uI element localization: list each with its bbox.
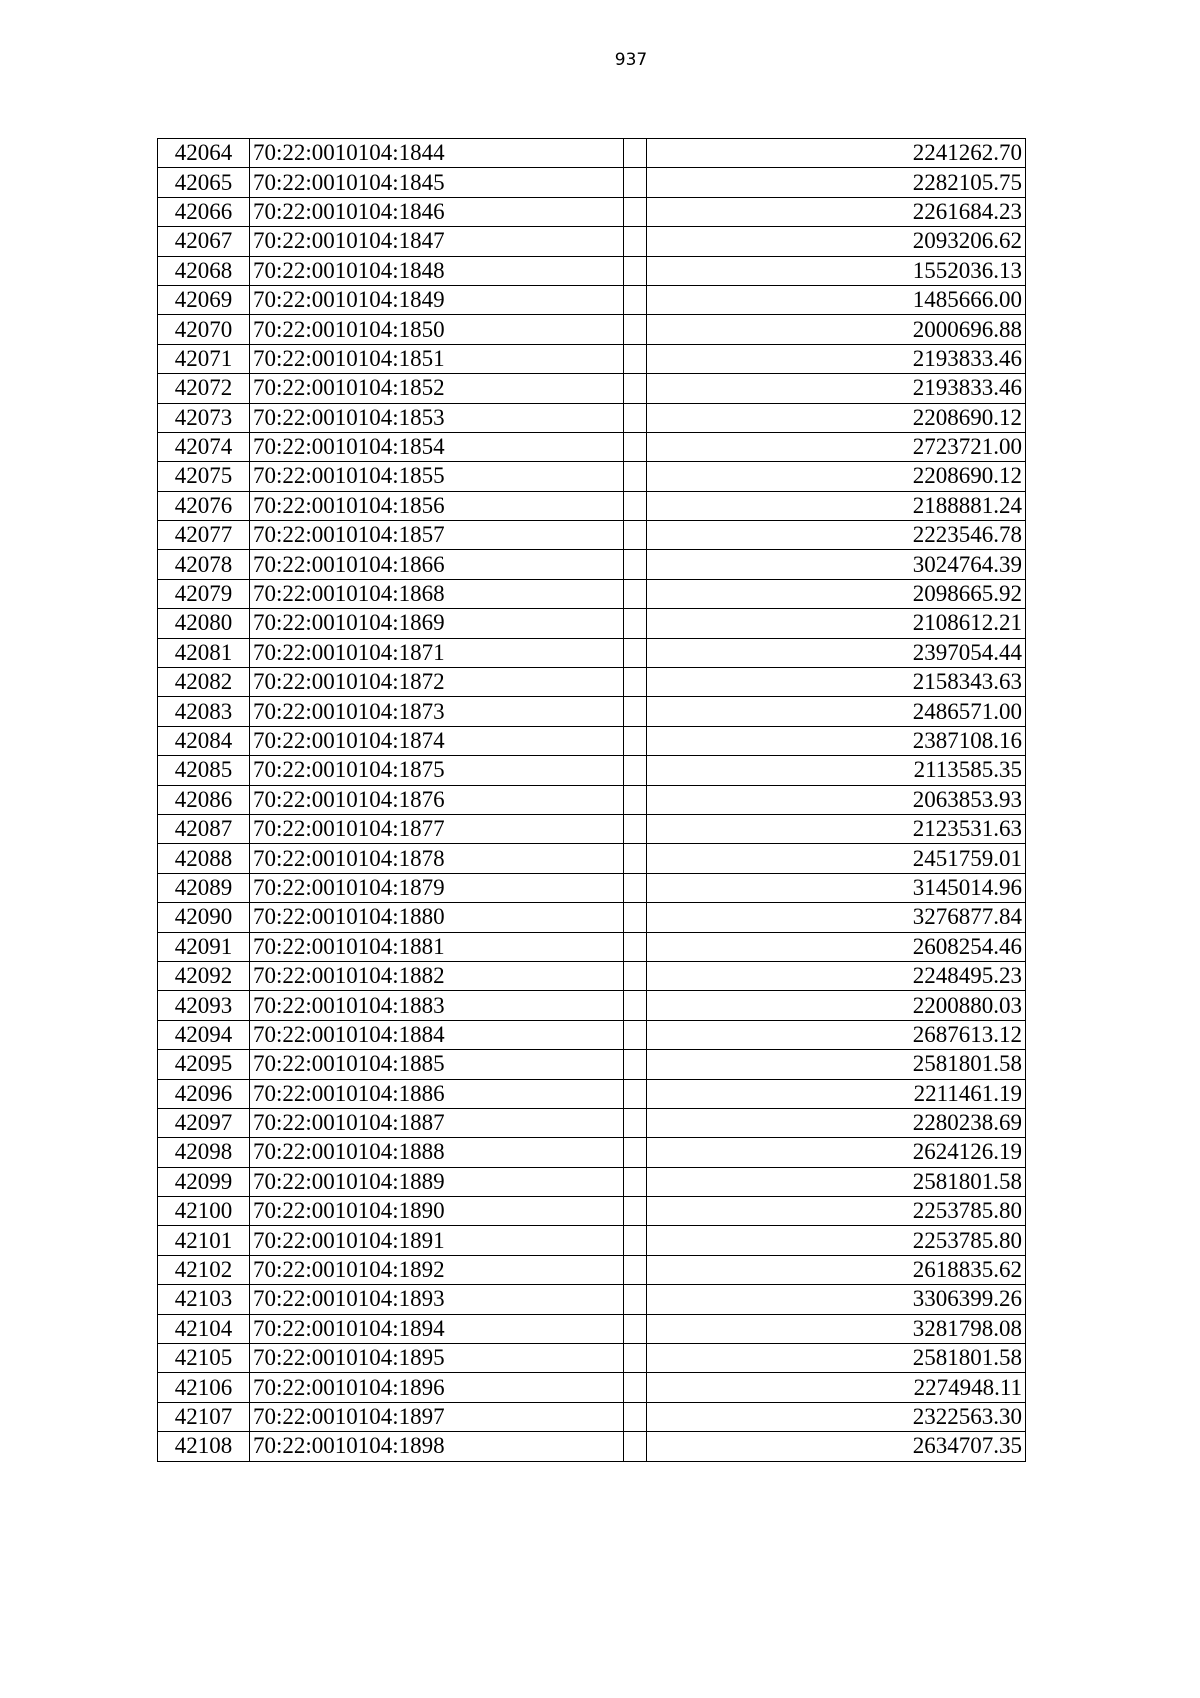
cadastral-value-cell: 2098665.92 [646,579,1025,608]
row-number-cell: 42070 [158,315,250,344]
table-row [158,1314,1026,1343]
row-number-cell: 42091 [158,932,250,961]
cadastral-value-cell: 2280238.69 [646,1108,1025,1137]
cadastral-value-cell: 3281798.08 [646,1314,1025,1343]
cadastral-value-cell: 2322563.30 [646,1402,1025,1431]
table-row [158,197,1026,226]
cadastral-value-cell: 2486571.00 [646,697,1025,726]
cadastral-number-cell: 70:22:0010104:1868 [250,579,624,608]
cadastral-number-cell: 70:22:0010104:1853 [250,403,624,432]
cadastral-value-cell: 2123531.63 [646,814,1025,843]
cadastral-number-cell: 70:22:0010104:1851 [250,344,624,373]
row-number-cell: 42098 [158,1138,250,1167]
table-body [158,139,1026,1462]
cadastral-value-cell: 2397054.44 [646,638,1025,667]
cadastral-number-cell: 70:22:0010104:1890 [250,1197,624,1226]
cadastral-number-cell: 70:22:0010104:1866 [250,550,624,579]
row-number-cell: 42087 [158,814,250,843]
row-number-cell: 42072 [158,374,250,403]
row-number-cell: 42080 [158,609,250,638]
table-row [158,227,1026,256]
row-number-cell: 42097 [158,1108,250,1137]
row-number-cell: 42082 [158,668,250,697]
table-row [158,1167,1026,1196]
cadastral-number-cell: 70:22:0010104:1879 [250,873,624,902]
empty-cell [624,1226,647,1255]
cadastral-number-cell: 70:22:0010104:1882 [250,961,624,990]
row-number-cell: 42076 [158,491,250,520]
cadastral-number-cell: 70:22:0010104:1869 [250,609,624,638]
row-number-cell: 42106 [158,1373,250,1402]
cadastral-value-cell: 2451759.01 [646,844,1025,873]
cadastral-number-cell: 70:22:0010104:1896 [250,1373,624,1402]
cadastral-value-cell: 2282105.75 [646,168,1025,197]
empty-cell [624,814,647,843]
cadastral-value-cell: 2158343.63 [646,668,1025,697]
cadastral-value-cell: 2387108.16 [646,726,1025,755]
table-row [158,844,1026,873]
empty-cell [624,1255,647,1284]
cadastral-number-cell: 70:22:0010104:1888 [250,1138,624,1167]
cadastral-value-cell: 2188881.24 [646,491,1025,520]
cadastral-value-cell: 3306399.26 [646,1285,1025,1314]
cadastral-value-cell: 3024764.39 [646,550,1025,579]
cadastral-number-cell: 70:22:0010104:1886 [250,1079,624,1108]
cadastral-number-cell: 70:22:0010104:1891 [250,1226,624,1255]
cadastral-value-cell: 1552036.13 [646,256,1025,285]
cadastral-value-cell: 2108612.21 [646,609,1025,638]
row-number-cell: 42088 [158,844,250,873]
row-number-cell: 42107 [158,1402,250,1431]
empty-cell [624,668,647,697]
empty-cell [624,579,647,608]
cadastral-value-cell: 2193833.46 [646,344,1025,373]
cadastral-value-cell: 2223546.78 [646,521,1025,550]
empty-cell [624,638,647,667]
table-row [158,638,1026,667]
cadastral-value-cell: 2687613.12 [646,1020,1025,1049]
cadastral-number-cell: 70:22:0010104:1880 [250,903,624,932]
empty-cell [624,785,647,814]
empty-cell [624,1432,647,1461]
cadastral-value-cell: 2581801.58 [646,1167,1025,1196]
table-row [158,1138,1026,1167]
cadastral-value-cell: 2581801.58 [646,1344,1025,1373]
table-row [158,814,1026,843]
table-row [158,315,1026,344]
cadastral-number-cell: 70:22:0010104:1875 [250,756,624,785]
row-number-cell: 42099 [158,1167,250,1196]
empty-cell [624,1285,647,1314]
table-row [158,1344,1026,1373]
empty-cell [624,873,647,902]
table-row [158,1020,1026,1049]
empty-cell [624,256,647,285]
table-row [158,285,1026,314]
cadastral-value-cell: 2248495.23 [646,961,1025,990]
cadastral-number-cell: 70:22:0010104:1849 [250,285,624,314]
cadastral-value-cell: 2193833.46 [646,374,1025,403]
cadastral-value-cell: 2274948.11 [646,1373,1025,1402]
row-number-cell: 42074 [158,432,250,461]
empty-cell [624,344,647,373]
cadastral-value-cell: 2093206.62 [646,227,1025,256]
row-number-cell: 42078 [158,550,250,579]
empty-cell [624,403,647,432]
row-number-cell: 42065 [158,168,250,197]
row-number-cell: 42096 [158,1079,250,1108]
row-number-cell: 42103 [158,1285,250,1314]
table-row [158,1373,1026,1402]
table-row [158,991,1026,1020]
row-number-cell: 42095 [158,1050,250,1079]
table-row [158,139,1026,168]
cadastral-value-cell: 2063853.93 [646,785,1025,814]
cadastral-value-cell: 2608254.46 [646,932,1025,961]
cadastral-number-cell: 70:22:0010104:1876 [250,785,624,814]
cadastral-value-cell: 2253785.80 [646,1226,1025,1255]
row-number-cell: 42085 [158,756,250,785]
table-row [158,550,1026,579]
cadastral-number-cell: 70:22:0010104:1850 [250,315,624,344]
empty-cell [624,1402,647,1431]
empty-cell [624,991,647,1020]
row-number-cell: 42105 [158,1344,250,1373]
table-row [158,1050,1026,1079]
table-row [158,579,1026,608]
table-row [158,1079,1026,1108]
cadastral-number-cell: 70:22:0010104:1897 [250,1402,624,1431]
cadastral-number-cell: 70:22:0010104:1871 [250,638,624,667]
empty-cell [624,550,647,579]
table-row [158,374,1026,403]
row-number-cell: 42092 [158,961,250,990]
cadastral-number-cell: 70:22:0010104:1845 [250,168,624,197]
cadastral-number-cell: 70:22:0010104:1883 [250,991,624,1020]
empty-cell [624,697,647,726]
cadastral-value-cell: 2000696.88 [646,315,1025,344]
cadastral-value-cell: 2634707.35 [646,1432,1025,1461]
page-number: 937 [614,50,648,70]
cadastral-value-cell: 2200880.03 [646,991,1025,1020]
empty-cell [624,844,647,873]
cadastral-value-cell: 2618835.62 [646,1255,1025,1284]
empty-cell [624,1108,647,1137]
empty-cell [624,961,647,990]
empty-cell [624,1344,647,1373]
empty-cell [624,1020,647,1049]
cadastral-value-cell: 2113585.35 [646,756,1025,785]
empty-cell [624,1167,647,1196]
cadastral-number-cell: 70:22:0010104:1848 [250,256,624,285]
cadastral-number-cell: 70:22:0010104:1885 [250,1050,624,1079]
row-number-cell: 42079 [158,579,250,608]
table-row [158,756,1026,785]
row-number-cell: 42101 [158,1226,250,1255]
table-row [158,1432,1026,1461]
table-row [158,521,1026,550]
row-number-cell: 42093 [158,991,250,1020]
row-number-cell: 42084 [158,726,250,755]
cadastral-number-cell: 70:22:0010104:1846 [250,197,624,226]
empty-cell [624,609,647,638]
cadastral-value-cell: 2624126.19 [646,1138,1025,1167]
cadastral-number-cell: 70:22:0010104:1872 [250,668,624,697]
cadastral-value-cell: 2253785.80 [646,1197,1025,1226]
row-number-cell: 42086 [158,785,250,814]
empty-cell [624,315,647,344]
cadastral-number-cell: 70:22:0010104:1881 [250,932,624,961]
empty-cell [624,1079,647,1108]
row-number-cell: 42075 [158,462,250,491]
table-row [158,403,1026,432]
cadastral-number-cell: 70:22:0010104:1873 [250,697,624,726]
row-number-cell: 42069 [158,285,250,314]
cadastral-number-cell: 70:22:0010104:1889 [250,1167,624,1196]
row-number-cell: 42108 [158,1432,250,1461]
row-number-cell: 42104 [158,1314,250,1343]
cadastral-number-cell: 70:22:0010104:1852 [250,374,624,403]
row-number-cell: 42081 [158,638,250,667]
table-row [158,168,1026,197]
row-number-cell: 42071 [158,344,250,373]
cadastral-value-cell: 3145014.96 [646,873,1025,902]
cadastral-number-cell: 70:22:0010104:1854 [250,432,624,461]
row-number-cell: 42102 [158,1255,250,1284]
empty-cell [624,903,647,932]
cadastral-value-cell: 2241262.70 [646,139,1025,168]
row-number-cell: 42064 [158,139,250,168]
empty-cell [624,1138,647,1167]
cadastral-value-cell: 2208690.12 [646,403,1025,432]
cadastral-value-cell: 2208690.12 [646,462,1025,491]
table-row [158,1226,1026,1255]
table-row [158,1108,1026,1137]
table-row [158,961,1026,990]
row-number-cell: 42068 [158,256,250,285]
table-row [158,432,1026,461]
empty-cell [624,197,647,226]
cadastral-number-cell: 70:22:0010104:1887 [250,1108,624,1137]
cadastral-value-cell: 3276877.84 [646,903,1025,932]
table-row [158,256,1026,285]
cadastral-value-cell: 1485666.00 [646,285,1025,314]
row-number-cell: 42083 [158,697,250,726]
cadastral-value-cell: 2723721.00 [646,432,1025,461]
empty-cell [624,227,647,256]
empty-cell [624,462,647,491]
empty-cell [624,491,647,520]
empty-cell [624,1050,647,1079]
row-number-cell: 42089 [158,873,250,902]
table-row [158,932,1026,961]
cadastral-number-cell: 70:22:0010104:1884 [250,1020,624,1049]
cadastral-number-cell: 70:22:0010104:1857 [250,521,624,550]
cadastral-number-cell: 70:22:0010104:1878 [250,844,624,873]
table-row [158,1402,1026,1431]
cadastral-value-cell: 2261684.23 [646,197,1025,226]
table-row [158,344,1026,373]
row-number-cell: 42077 [158,521,250,550]
table-row [158,462,1026,491]
cadastral-number-cell: 70:22:0010104:1874 [250,726,624,755]
table-row [158,697,1026,726]
row-number-cell: 42094 [158,1020,250,1049]
cadastral-number-cell: 70:22:0010104:1895 [250,1344,624,1373]
cadastral-number-cell: 70:22:0010104:1898 [250,1432,624,1461]
row-number-cell: 42073 [158,403,250,432]
empty-cell [624,285,647,314]
empty-cell [624,932,647,961]
cadastral-value-cell: 2581801.58 [646,1050,1025,1079]
table-row [158,1197,1026,1226]
table-row [158,1285,1026,1314]
table-row [158,873,1026,902]
cadastral-number-cell: 70:22:0010104:1892 [250,1255,624,1284]
row-number-cell: 42090 [158,903,250,932]
row-number-cell: 42100 [158,1197,250,1226]
cadastral-number-cell: 70:22:0010104:1893 [250,1285,624,1314]
table-row [158,609,1026,638]
empty-cell [624,1314,647,1343]
cadastral-number-cell: 70:22:0010104:1877 [250,814,624,843]
empty-cell [624,168,647,197]
empty-cell [624,432,647,461]
empty-cell [624,521,647,550]
table-row [158,491,1026,520]
empty-cell [624,756,647,785]
cadastral-number-cell: 70:22:0010104:1844 [250,139,624,168]
table-row [158,903,1026,932]
empty-cell [624,726,647,755]
table-row [158,668,1026,697]
empty-cell [624,1197,647,1226]
empty-cell [624,1373,647,1402]
cadastral-number-cell: 70:22:0010104:1856 [250,491,624,520]
cadastral-number-cell: 70:22:0010104:1855 [250,462,624,491]
table-row [158,726,1026,755]
row-number-cell: 42066 [158,197,250,226]
table-row [158,1255,1026,1284]
cadastral-number-cell: 70:22:0010104:1847 [250,227,624,256]
cadastral-number-cell: 70:22:0010104:1894 [250,1314,624,1343]
row-number-cell: 42067 [158,227,250,256]
cadastral-value-cell: 2211461.19 [646,1079,1025,1108]
empty-cell [624,374,647,403]
empty-cell [624,139,647,168]
table-row [158,785,1026,814]
cadastral-value-table [157,138,1026,1462]
